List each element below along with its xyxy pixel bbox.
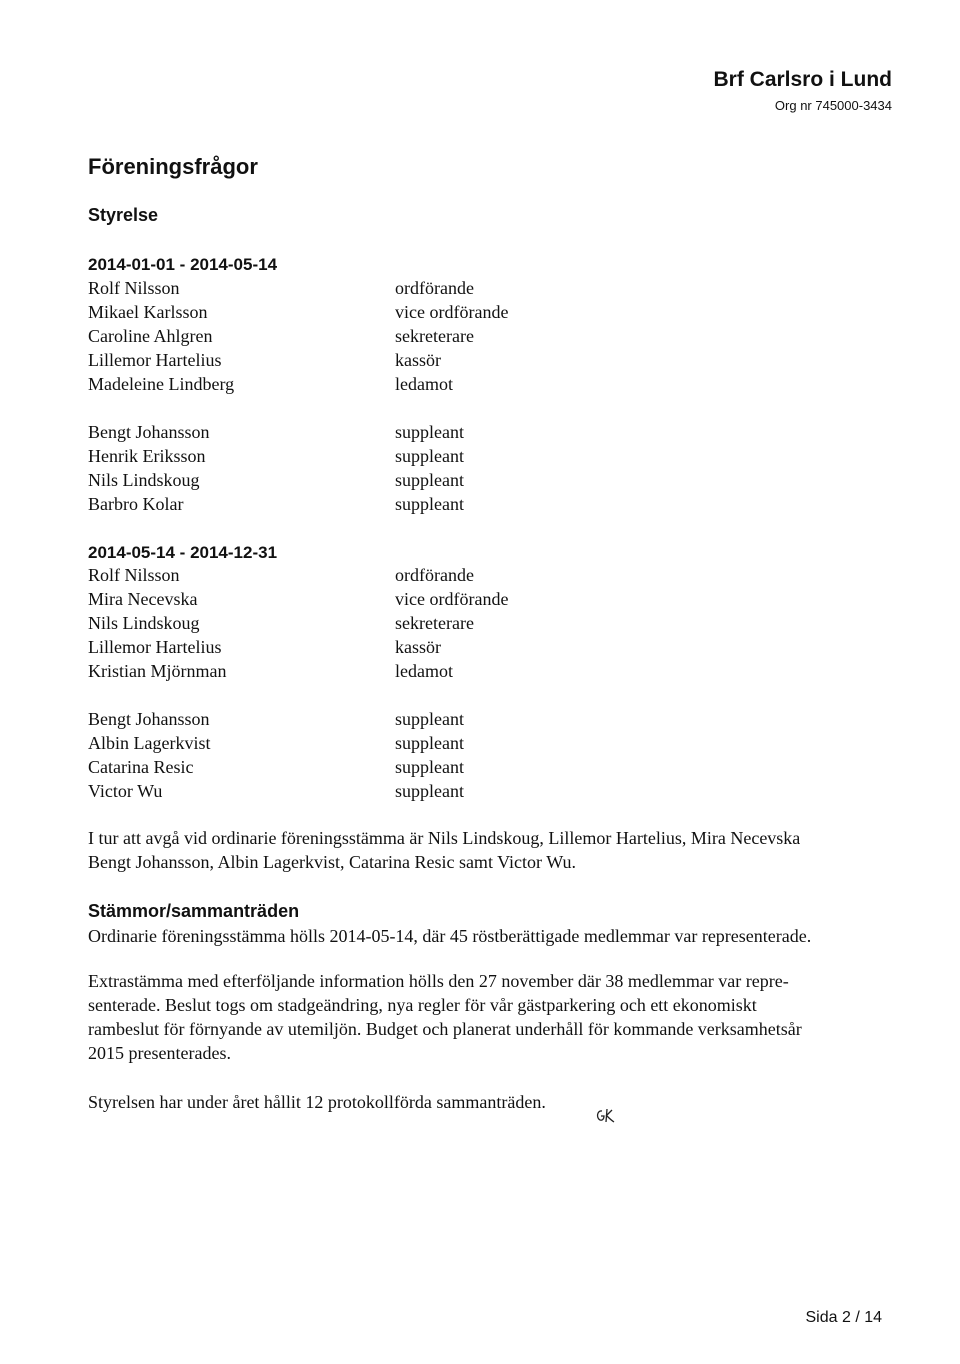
paragraph-line: 2015 presenterades.	[88, 1043, 231, 1063]
substitute-name: Henrik Eriksson	[88, 446, 206, 466]
member-name: Rolf Nilsson	[88, 278, 180, 298]
member-name: Mira Necevska	[88, 589, 198, 609]
member-role: kassör	[395, 350, 441, 370]
substitute-role: suppleant	[395, 422, 464, 442]
member-role: sekreterare	[395, 326, 474, 346]
roster-row	[88, 372, 608, 396]
member-role: sekreterare	[395, 613, 474, 633]
member-name: Lillemor Hartelius	[88, 350, 222, 370]
substitute-name: Catarina Resic	[88, 757, 194, 777]
roster-row	[88, 444, 608, 468]
member-name: Mikael Karlsson	[88, 302, 208, 322]
period-2-roster	[88, 563, 608, 803]
roster-row	[88, 468, 608, 492]
member-role: ordförande	[395, 565, 474, 585]
member-name: Kristian Mjörnman	[88, 661, 227, 681]
member-role: ledamot	[395, 661, 453, 681]
page-title: Föreningsfrågor	[88, 154, 258, 179]
org-number: Org nr 745000-3434	[774, 98, 892, 113]
roster-row	[88, 348, 608, 372]
roster-row	[88, 779, 608, 803]
paragraph-line: rambeslut för förnyande av utemiljön. Budget och planerat underhåll för kommande verksamhetsår	[88, 1019, 802, 1039]
ordinary-meeting-paragraph: Ordinarie föreningsstämma hölls 2014-05-14, där 45 röstberättigade medlemmar var representerade.	[88, 926, 812, 946]
substitute-role: suppleant	[395, 709, 464, 729]
roster-row	[88, 707, 608, 731]
board-meetings-paragraph: Styrelsen har under året hållit 12 protokollförda sammanträden.	[88, 1092, 546, 1112]
period-2-label: 2014-05-14 - 2014-12-31	[88, 543, 278, 562]
substitute-name: Barbro Kolar	[88, 494, 184, 514]
member-name: Caroline Ahlgren	[88, 326, 213, 346]
substitute-name: Nils Lindskoug	[88, 470, 200, 490]
roster-row	[88, 587, 608, 611]
paragraph-line: I tur att avgå vid ordinarie föreningsstämma är Nils Lindskoug, Lillemor Hartelius, Mira Necevska	[88, 828, 801, 848]
handwritten-initials	[594, 1106, 616, 1126]
roster-row	[88, 659, 608, 683]
member-role: vice ordförande	[395, 302, 509, 322]
substitute-name: Bengt Johansson	[88, 709, 210, 729]
roster-row	[88, 731, 608, 755]
roster-spacer	[88, 683, 608, 707]
roster-row	[88, 755, 608, 779]
retiring-members-paragraph	[88, 826, 888, 874]
substitute-name: Victor Wu	[88, 781, 163, 801]
extra-meeting-paragraph	[88, 969, 888, 1065]
substitute-role: suppleant	[395, 446, 464, 466]
substitute-role: suppleant	[395, 733, 464, 753]
roster-row	[88, 611, 608, 635]
member-role: ordförande	[395, 278, 474, 298]
roster-row	[88, 420, 608, 444]
roster-row	[88, 324, 608, 348]
substitute-role: suppleant	[395, 781, 464, 801]
page-number: Sida 2 / 14	[805, 1309, 882, 1326]
paragraph-line: Bengt Johansson, Albin Lagerkvist, Catarina Resic samt Victor Wu.	[88, 852, 576, 872]
member-name: Rolf Nilsson	[88, 565, 180, 585]
paragraph-line: senterade. Beslut togs om stadgeändring, nya regler för vår gästparkering och ett ekonomiskt	[88, 995, 757, 1015]
roster-spacer	[88, 396, 608, 420]
roster-row	[88, 563, 608, 587]
paragraph-line: Extrastämma med efterföljande information hölls den 27 november där 38 medlemmar var repre-	[88, 971, 789, 991]
org-name: Brf Carlsro i Lund	[713, 68, 892, 91]
roster-row	[88, 492, 608, 516]
member-name: Nils Lindskoug	[88, 613, 200, 633]
member-name: Madeleine Lindberg	[88, 374, 235, 394]
member-role: ledamot	[395, 374, 453, 394]
member-role: vice ordförande	[395, 589, 509, 609]
styrelse-heading: Styrelse	[88, 205, 159, 225]
member-role: kassör	[395, 637, 441, 657]
substitute-role: suppleant	[395, 494, 464, 514]
meetings-heading: Stämmor/sammanträden	[88, 901, 300, 921]
roster-row	[88, 300, 608, 324]
period-1-label: 2014-01-01 - 2014-05-14	[88, 255, 278, 274]
roster-row	[88, 276, 608, 300]
period-1-roster	[88, 276, 608, 516]
member-name: Lillemor Hartelius	[88, 637, 222, 657]
substitute-name: Bengt Johansson	[88, 422, 210, 442]
substitute-name: Albin Lagerkvist	[88, 733, 211, 753]
roster-row	[88, 635, 608, 659]
substitute-role: suppleant	[395, 470, 464, 490]
substitute-role: suppleant	[395, 757, 464, 777]
